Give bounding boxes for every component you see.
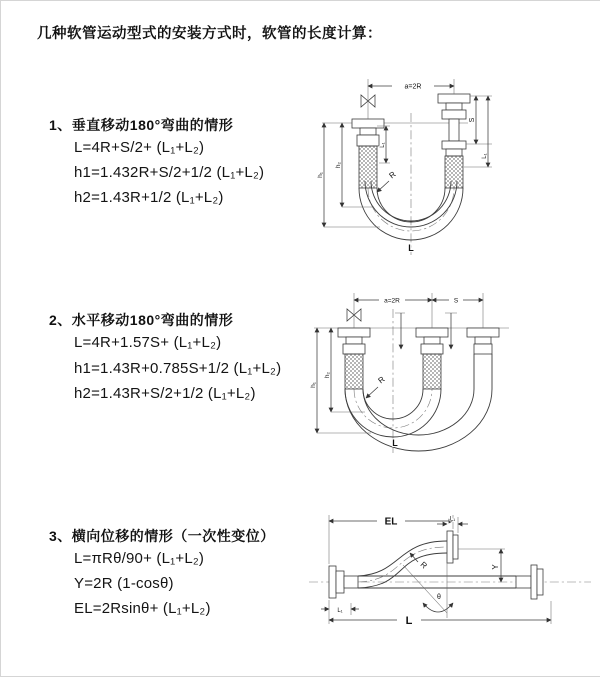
s1-formula-h2: h2=1.43R+1/2 (L₁+L₂) [74,189,224,206]
dim-label-l1-right: L₁ [482,153,488,159]
s3-formula-L: L=πRθ/90+ (L₁+L₂) [74,550,205,567]
braided-hose-left [359,146,377,188]
dim-label-el: EL [384,516,398,528]
label-angle: θ [437,594,441,601]
dim-label-a2r: a=2R [384,297,400,305]
section-3-heading: 3、横向位移的情形（一次性变位） [49,528,275,544]
label-radius: R [387,169,398,181]
dim-label-a2r: a=2R [404,83,422,91]
hose-u-bends [345,354,492,451]
label-length: L [408,243,414,253]
braided-hose-left [345,354,363,389]
dim-label-h2: h₂ [324,371,331,379]
right-fitting [438,94,470,188]
construction-incline [403,565,447,613]
s1-formula-L: L=4R+S/2+ (L₁+L₂) [74,139,205,156]
dim-label-l: L [405,615,413,627]
s2-formula-h2: h2=1.43R+S/2+1/2 (L₁+L₂) [74,385,256,402]
diagram-horizontal-180-bend [309,285,600,461]
angle-arc [423,603,453,612]
braided-hose-middle [423,354,441,389]
label-radius: R [376,374,387,386]
left-fitting [352,119,384,188]
braided-hose-right [445,156,463,188]
hose-centerline-curve [358,547,447,582]
radius-arrow [377,181,389,192]
right-fitting [467,328,499,354]
section-2-heading: 2、水平移动180°弯曲的情形 [49,312,234,328]
label-length: L [392,438,398,448]
hose-s-curve [358,541,447,588]
dim-label-h1: h₁ [310,382,317,388]
dim-label-h2: h₂ [335,161,342,169]
dim-label-l1-left: L₁ [380,142,386,148]
radius-arrow [366,387,378,398]
page-title: 几种软管运动型式的安装方式时，软管的长度计算： [37,26,382,42]
dim-label-stroke: S [453,297,459,305]
diagram-vertical-180-bend [316,69,600,259]
dim-label-h1: h₁ [317,172,324,178]
dim-label-stroke: S [469,117,476,123]
dim-label-l1-top: L₁ [449,516,456,523]
s3-formula-Y: Y=2R (1-cosθ) [74,575,174,592]
dim-ext-left [324,207,380,227]
section-1-heading: 1、垂直移动180°弯曲的情形 [49,117,234,133]
s1-formula-h1: h1=1.432R+S/2+1/2 (L₁+L₂) [74,164,265,181]
upper-flange [447,531,458,563]
right-flange [516,565,543,599]
dim-label-l1-left: L₁ [337,608,343,614]
label-radius: R [418,559,429,571]
left-flange [329,566,358,598]
middle-fitting [416,328,448,389]
s2-formula-L: L=4R+1.57S+ (L₁+L₂) [74,334,222,351]
diagram-lateral-displacement [299,503,600,655]
s2-formula-h1: h1=1.43R+0.785S+1/2 (L₁+L₂) [74,360,282,377]
left-fitting [338,328,370,389]
dim-ext-top [354,293,483,328]
dim-label-y: Y [491,564,500,570]
s3-formula-EL: EL=2Rsinθ+ (L₁+L₂) [74,600,211,617]
